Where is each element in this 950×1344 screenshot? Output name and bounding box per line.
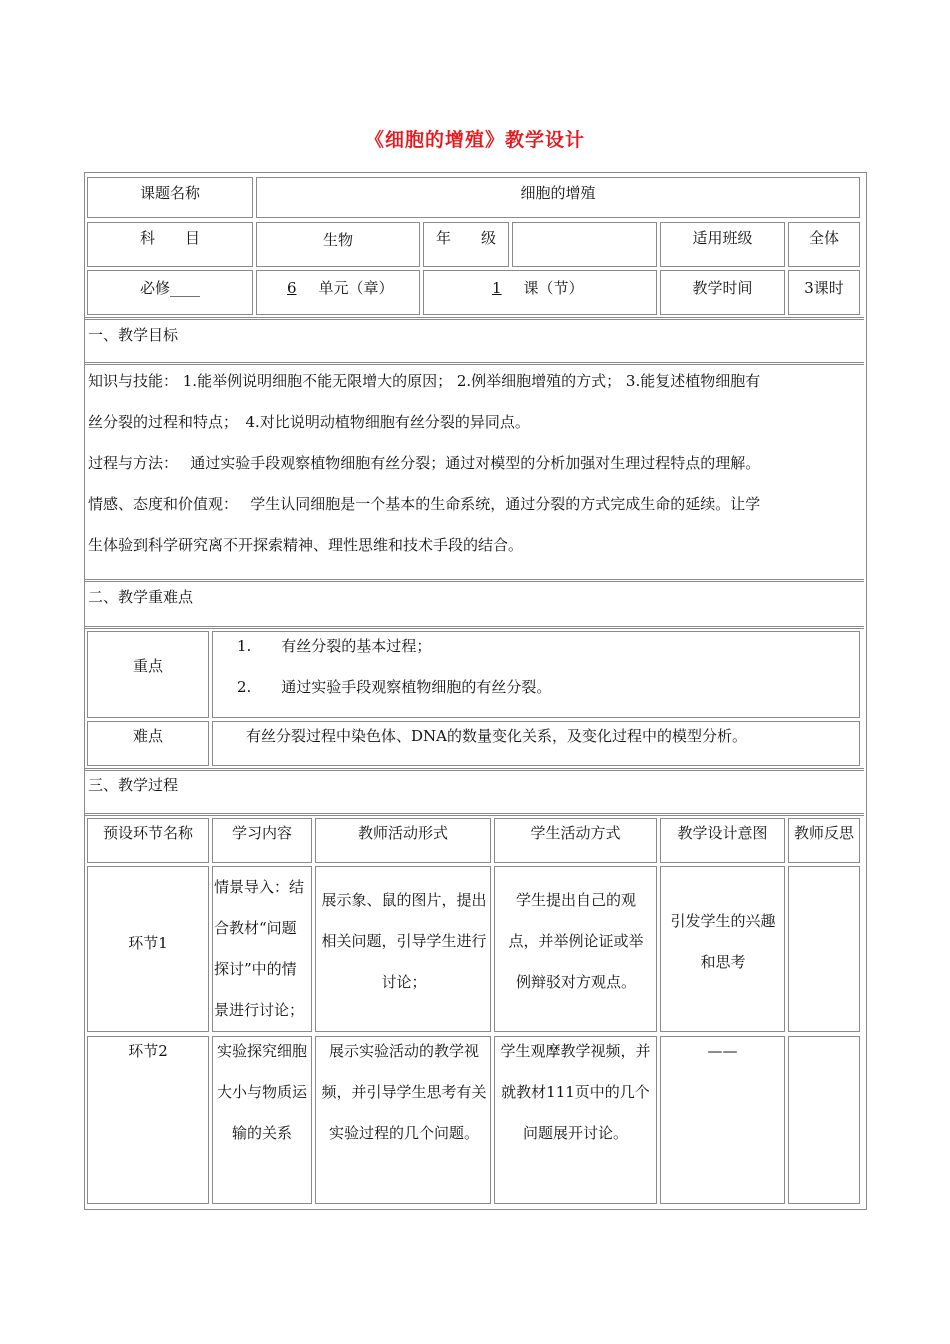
row-2-name: 环节2 [128, 1042, 168, 1060]
column-header-label: 教师活动形式 [357, 824, 448, 842]
document-title: 《细胞的增殖》教学设计 [364, 129, 585, 151]
column-header [212, 818, 312, 863]
section1-heading: 一、教学目标 [88, 326, 179, 344]
row-1-teacher: 展示象、鼠的图片，提出相关问题，引导学生进行讨论； [321, 891, 487, 991]
table-row-1-name-cell [87, 866, 209, 1032]
difficult-content-cell [212, 721, 860, 766]
lesson-number: 1 [492, 279, 502, 297]
objectives-text [88, 361, 860, 566]
key-item-2: 2. 通过实验手段观察植物细胞的有丝分裂。 [237, 678, 552, 696]
time-label-cell [660, 270, 785, 315]
column-header-label: 预设环节名称 [102, 824, 193, 842]
column-header [660, 818, 785, 863]
row-2-student: 学生观摩教学视频，并就教材111页中的几个问题展开讨论。 [500, 1042, 651, 1142]
lesson-text [490, 278, 584, 298]
difficult-text: 有丝分裂过程中染色体、DNA的数量变化关系，及变化过程中的模型分析。 [246, 727, 747, 745]
topic-label: 课题名称 [139, 184, 200, 202]
topic-value-cell [256, 177, 860, 218]
subject-label-cell [87, 222, 253, 267]
subject-label: 科 目 [139, 229, 200, 247]
unit-number: 6 [287, 279, 297, 297]
attitude-line-2: 生体验到科学研究离不开探索精神、理性思维和技术手段的结合。 [88, 536, 524, 554]
divider [85, 626, 864, 629]
required-label: 必修____ [139, 279, 200, 297]
table-row-2-teacher-cell [315, 1036, 491, 1204]
row-2-intent: —— [707, 1042, 738, 1060]
attitude-line-1: 情感、态度和价值观： 学生认同细胞是一个基本的生命系统，通过分裂的方式完成生命的延续。让学 [88, 495, 761, 513]
difficult-label-cell [87, 721, 209, 766]
unit-cell [256, 270, 420, 315]
section2-heading: 二、教学重难点 [88, 588, 194, 606]
unit-suffix: 单元（章） [318, 279, 394, 297]
row-1-name: 环节1 [128, 934, 168, 952]
process-line: 过程与方法： 通过实验手段观察植物细胞有丝分裂；通过对模型的分析加强对生理过程特点的理解。 [88, 454, 761, 472]
topic-value: 细胞的增殖 [520, 184, 596, 202]
divider [85, 317, 864, 320]
class-value-cell [788, 222, 860, 267]
subject-value-cell [256, 222, 420, 267]
time-value-cell [788, 270, 860, 315]
table-row-1-content-cell [212, 866, 312, 1032]
class-value: 全体 [808, 229, 839, 247]
subject-value: 生物 [322, 231, 353, 249]
table-row-1-intent-cell [660, 866, 785, 1032]
table-row-2-content-cell [212, 1036, 312, 1204]
lesson-suffix: 课（节） [523, 279, 584, 297]
knowledge-line-2: 丝分裂的过程和特点； 4.对比说明动植物细胞有丝分裂的异同点。 [88, 413, 530, 431]
table-row-1-reflection-cell [788, 866, 860, 1032]
divider [85, 768, 864, 771]
topic-label-cell [87, 177, 253, 218]
knowledge-line-1: 知识与技能： 1.能举例说明细胞不能无限增大的原因； 2.例举细胞增殖的方式； 3.能复述植物细胞有 [88, 372, 761, 390]
row-2-content: 实验探究细胞大小与物质运输的关系 [216, 1042, 307, 1142]
column-header-label: 教学设计意图 [677, 824, 768, 842]
difficult-label: 难点 [132, 727, 163, 745]
time-label: 教学时间 [692, 279, 753, 297]
class-label-cell [660, 222, 785, 267]
table-row-2-name-cell [87, 1036, 209, 1204]
lesson-cell [423, 270, 657, 315]
section3-heading: 三、教学过程 [88, 776, 179, 794]
row-2-teacher: 展示实验活动的教学视频，并引导学生思考有关实验过程的几个问题。 [321, 1042, 487, 1142]
grade-value-cell [512, 222, 657, 267]
row-1-intent: 引发学生的兴趣和思考 [670, 912, 776, 971]
table-row-2-student-cell [494, 1036, 657, 1204]
required-cell [87, 270, 253, 315]
time-value: 3课时 [804, 279, 844, 297]
table-row-1-student-cell [494, 866, 657, 1032]
row-1-student: 学生提出自己的观点，并举例论证或举例辩驳对方观点。 [508, 891, 644, 991]
key-label-cell [87, 631, 209, 718]
table-row-2-reflection-cell [788, 1036, 860, 1204]
divider [85, 579, 864, 582]
divider [85, 813, 864, 816]
table-row-2-intent-cell [660, 1036, 785, 1204]
column-header [315, 818, 491, 863]
grade-label: 年 级 [436, 229, 497, 247]
column-header-label: 学生活动方式 [530, 824, 621, 842]
column-header-label: 学习内容 [231, 824, 292, 842]
key-content-cell [212, 631, 860, 718]
key-item-1: 1. 有丝分裂的基本过程； [237, 637, 432, 655]
key-label: 重点 [132, 657, 163, 675]
column-header [494, 818, 657, 863]
class-label: 适用班级 [692, 229, 753, 247]
table-row-1-teacher-cell [315, 866, 491, 1032]
column-header [788, 818, 860, 863]
column-header [87, 818, 209, 863]
column-header-label: 教师反思 [793, 824, 854, 842]
grade-label-cell [423, 222, 509, 267]
row-1-content: 情景导入：结合教材“问题探讨”中的情景进行讨论； [214, 878, 305, 1019]
unit-text [265, 278, 394, 298]
